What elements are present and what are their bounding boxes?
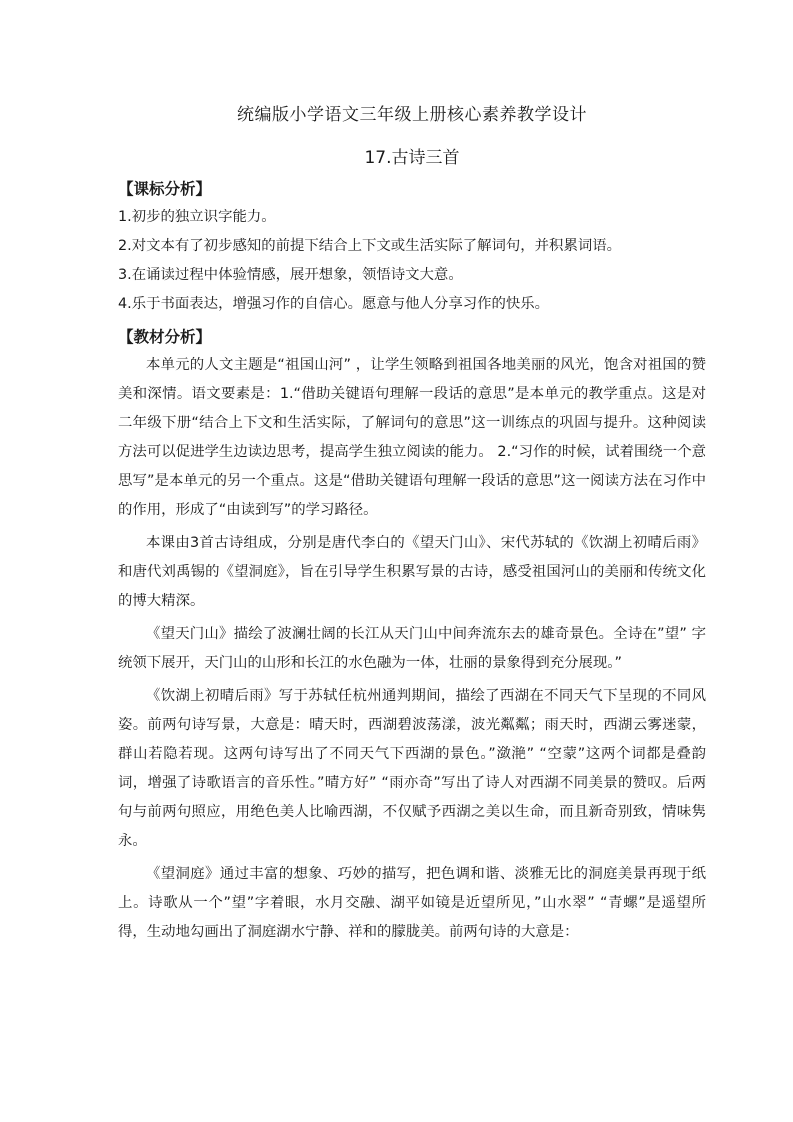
paragraph-unit-theme: 本单元的人文主题是“祖国山河” ，让学生领略到祖国各地美丽的风光，饱含对祖国的赞美和深情。语文要素是：1.“借助关键语句理解一段话的意思”是本单元的教学重点。这是对二年级下册“结合上下文和生活实际，了解词句的意思”这一训练点的巩固与提升。这种阅读方法可以促进学生边读边思考，提高学生独立阅读的能力。 2.“习作的时候，试着围绕一个意思写”是本单元的另一个重点。这是“借助关键语句理解一段话的意思”这一阅读方法在习作中的作用，形成了“由读到写”的学习路径。 [118, 357, 706, 518]
list-item: 1.初步的独立识字能力。 [118, 209, 276, 225]
document-body [118, 102, 706, 947]
curriculum-analysis-section [118, 175, 706, 319]
list-item: 4.乐于书面表达，增强习作的自信心。愿意与他人分享习作的快乐。 [118, 296, 550, 312]
lesson-title: 17.古诗三首 [364, 148, 460, 168]
paragraph-poem-tianmenshan: 《望天门山》描绘了波澜壮阔的长江从天门山中间奔流东去的雄奇景色。全诗在”望” 字统领下展开，天门山的山形和长江的水色融为一体，壮丽的景象得到充分展现。” [118, 626, 706, 671]
document-title: 统编版小学语文三年级上册核心素养教学设计 [237, 105, 587, 125]
list-item: 2.对文本有了初步感知的前提下结合上下文或生活实际了解词句，并积累词语。 [118, 238, 622, 254]
paragraph-poem-yinhu: 《饮湖上初晴后雨》写于苏轼任杭州通判期间，描绘了西湖在不同天气下呈现的不同风姿。前两句诗写景，大意是：晴天时，西湖碧波荡漾，波光粼粼；雨天时，西湖云雾迷蒙，群山若隐若现。这两句诗写出了不同天气下西湖的景色。”潋滟” “空蒙”这两个词都是叠韵词，增强了诗歌语言的音乐性。”晴方好” “雨亦奇”写出了诗人对西湖不同美景的赞叹。后两句与前两句照应，用绝色美人比喻西湖，不仅赋予西湖之美以生命，而且新奇别致，情味隽永。 [118, 688, 706, 849]
section-heading: 【教材分析】 [118, 328, 212, 346]
textbook-analysis-section [118, 323, 706, 947]
curriculum-goals-list [118, 203, 706, 319]
section-heading: 【课标分析】 [118, 180, 212, 198]
paragraph-poem-dongting: 《望洞庭》通过丰富的想象、巧妙的描写，把色调和谐、淡雅无比的洞庭美景再现于纸上。诗歌从一个”望”字着眼，水月交融、湖平如镜是近望所见，”山水翠” “青螺”是遥望所得，生动地勾画出了洞庭湖水宁静、祥和的朦胧美。前两句诗的大意是： [118, 866, 706, 940]
paragraph-lesson-overview: 本课由3首古诗组成，分别是唐代李白的《望天门山》、宋代苏轼的《饮湖上初晴后雨》和唐代刘禹锡的《望洞庭》，旨在引导学生积累写景的古诗，感受祖国河山的美丽和传统文化的博大精深。 [118, 535, 706, 609]
list-item: 3.在诵读过程中体验情感，展开想象，领悟诗文大意。 [118, 267, 463, 283]
